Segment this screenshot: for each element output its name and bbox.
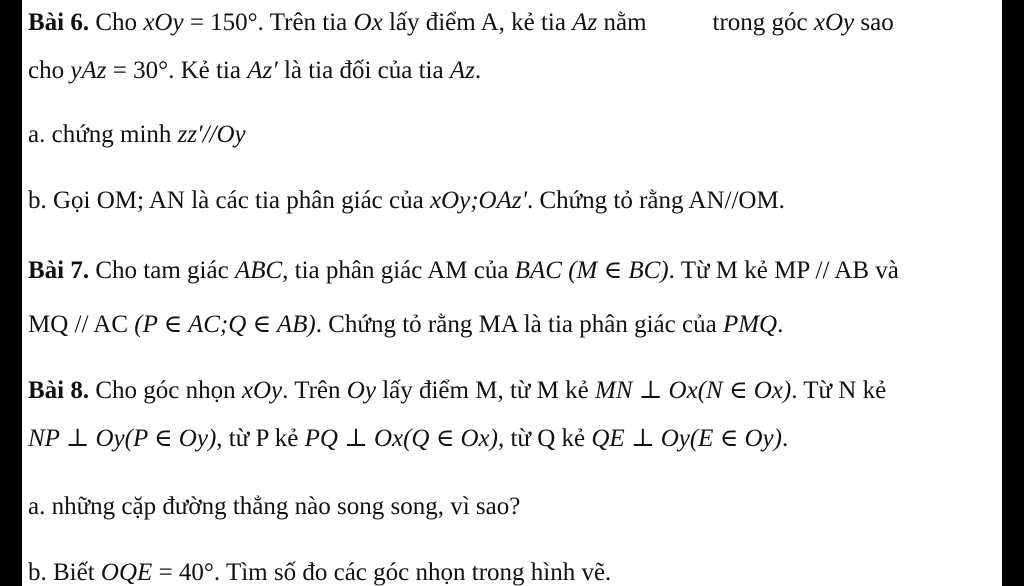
b7-heading: Bài 7. <box>28 257 90 284</box>
b6-line-2: cho yAz = 30°. Kẻ tia Az′ là tia đối của tia Az. <box>28 57 482 84</box>
b7-line-2: MQ // AC (P ∈ AC;Q ∈ AB). Chứng tỏ rằng MA là tia phân giác của PMQ. <box>28 311 784 338</box>
b6-heading: Bài 6. <box>28 9 90 36</box>
b6-part-a: a. chứng minh zz′//Oy <box>28 121 246 148</box>
b6-line-1: Bài 6. Cho xOy = 150°. Trên tia Ox lấy điểm A, kẻ tia Az nằm trong góc xOy sao <box>28 9 894 36</box>
b8-heading: Bài 8. <box>28 377 90 404</box>
document-page <box>22 0 1002 586</box>
b8-part-a: a. những cặp đường thẳng nào song song, vì sao? <box>28 493 521 520</box>
b8-line-1: Bài 8. Cho góc nhọn xOy. Trên Oy lấy điểm M, từ M kẻ MN ⊥ Ox(N ∈ Ox). Từ N kẻ <box>28 377 887 404</box>
b8-line-2: NP ⊥ Oy(P ∈ Oy), từ P kẻ PQ ⊥ Ox(Q ∈ Ox), từ Q kẻ QE ⊥ Oy(E ∈ Oy). <box>28 425 789 452</box>
b6-part-b: b. Gọi OM; AN là các tia phân giác của xOy;OAz'. Chứng tỏ rằng AN//OM. <box>28 187 785 214</box>
b7-line-1: Bài 7. Cho tam giác ABC, tia phân giác AM của BAC (M ∈ BC). Từ M kẻ MP // AB và <box>28 257 899 284</box>
b8-part-b: b. Biết OQE = 40°. Tìm số đo các góc nhọn trong hình vẽ. <box>28 559 612 586</box>
